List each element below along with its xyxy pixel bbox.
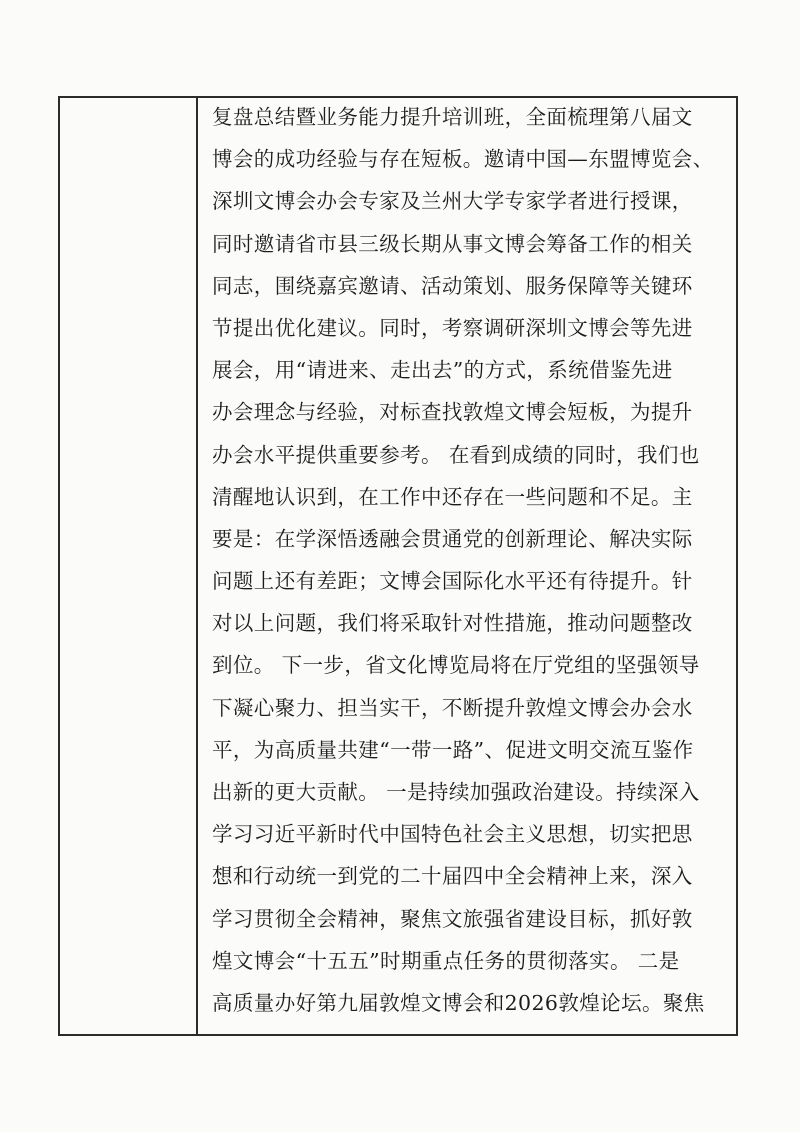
text-line: 出新的更大贡献。 一是持续加强政治建设。持续深入 (212, 780, 700, 804)
text-cell (212, 96, 732, 1024)
text-line: 学习贯彻全会精神，聚焦文旅强省建设目标，抓好敦 (212, 906, 693, 931)
text-line: 下凝心聚力、担当实干，不断提升敦煌文博会办会水 (212, 695, 693, 720)
text-line: 节提出优化建议。同时，考察调研深圳文博会等先进 (212, 315, 693, 340)
text-line: 想和行动统一到党的二十届四中全会精神上来，深入 (212, 864, 693, 889)
text-line: 要是：在学深悟透融会贯通党的创新理论、解决实际 (212, 526, 693, 551)
text-line: 同志，围绕嘉宾邀请、活动策划、服务保障等关键环 (212, 273, 693, 298)
text-line: 展会，用“请进来、走出去”的方式，系统借鉴先进 (212, 358, 673, 383)
text-line: 高质量办好第九届敦煌文博会和2026敦煌论坛。聚焦 (212, 990, 705, 1015)
text-line: 对以上问题，我们将采取针对性措施，推动问题整改 (212, 611, 693, 636)
text-line: 复盘总结暨业务能力提升培训班，全面梳理第八届文 (212, 105, 693, 129)
text-line: 到位。 下一步，省文化博览局将在厅党组的坚强领导 (212, 653, 700, 678)
text-line: 煌文博会“十五五”时期重点任务的贯彻落实。 二是 (212, 948, 680, 973)
text-line: 平，为高质量共建“一带一路”、促进文明交流互鉴作 (212, 737, 694, 762)
text-line: 深圳文博会办会专家及兰州大学专家学者进行授课， (212, 189, 693, 214)
text-line: 同时邀请省市县三级长期从事文博会筹备工作的相关 (212, 231, 693, 256)
text-line: 学习习近平新时代中国特色社会主义思想，切实把思 (212, 822, 693, 847)
text-line: 问题上还有差距；文博会国际化水平还有待提升。针 (212, 569, 693, 594)
text-line: 办会水平提供重要参考。 在看到成绩的同时，我们也 (212, 442, 700, 467)
text-line: 博会的成功经验与存在短板。邀请中国—东盟博览会、 (212, 147, 714, 172)
text-line: 办会理念与经验，对标查找敦煌文博会短板，为提升 (212, 400, 693, 425)
text-line: 清醒地认识到，在工作中还存在一些问题和不足。主 (212, 484, 693, 509)
column-divider (196, 96, 198, 1036)
left-column-cell (60, 98, 196, 1034)
